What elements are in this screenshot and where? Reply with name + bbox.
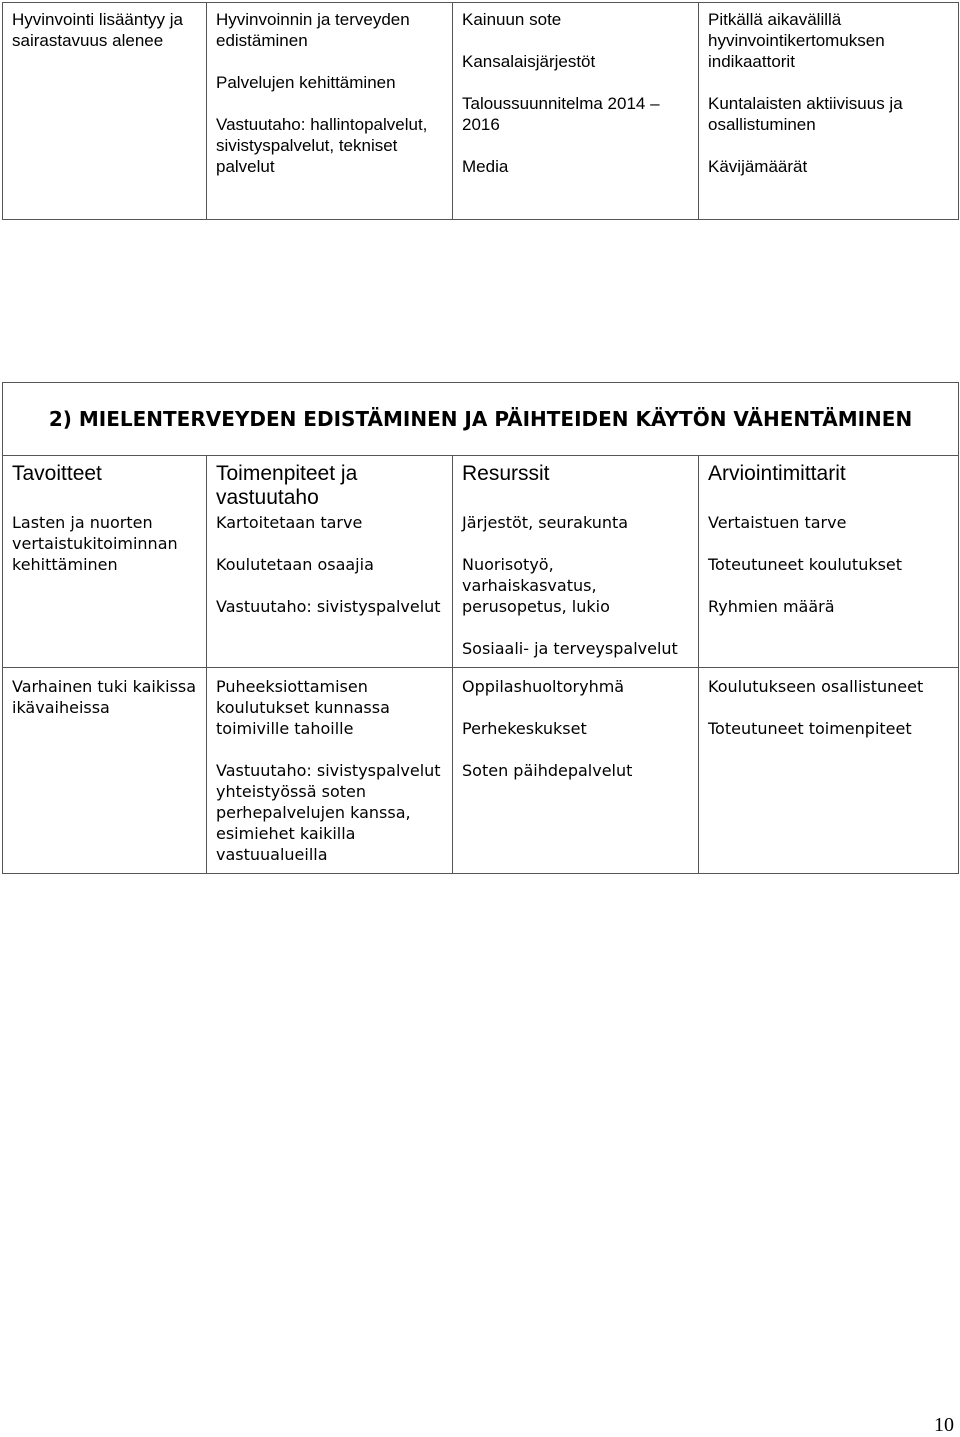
metrics-cell (699, 510, 959, 668)
header-actions: Toimenpiteet ja vastuutaho (207, 456, 453, 511)
metrics-cell (699, 668, 959, 874)
cell-text: Toteutuneet koulutukset (708, 555, 903, 574)
header-metrics: Arviointimittarit (699, 456, 959, 511)
cell-text: Media (462, 157, 509, 176)
cell-text: Hyvinvoinnin ja terveyden edistäminen (216, 10, 410, 50)
cell-text: Palvelujen kehittäminen (216, 73, 396, 92)
cell-text: Soten päihdepalvelut (462, 761, 633, 780)
cell-text: Toteutuneet toimenpiteet (708, 719, 912, 738)
table-row (3, 668, 959, 874)
cell-text: Koulutukseen osallistuneet (708, 677, 924, 696)
cell-text: Taloussuunnitelma 2014 – 2016 (462, 94, 660, 134)
cell-text: Kansalaisjärjestöt (462, 52, 596, 71)
cell-text: Puheeksiottamisen koulutukset kunnassa toimiville tahoille (216, 677, 390, 738)
cell-text: Koulutetaan osaajia (216, 555, 374, 574)
goal-cell (3, 668, 207, 874)
cell-text: Hyvinvointi lisääntyy ja sairastavuus alenee (12, 10, 184, 50)
table-row (3, 3, 959, 220)
cell-text: Vastuutaho: hallintopalvelut, sivistyspalvelut, tekniset palvelut (216, 115, 428, 176)
cell-text: Pitkällä aikavälillä hyvinvointikertomuksen indikaattorit (708, 10, 885, 71)
section-title: 2) MIELENTERVEYDEN EDISTÄMINEN JA PÄIHTEIDEN KÄYTÖN VÄHENTÄMINEN (3, 383, 959, 456)
cell-text: Lasten ja nuorten vertaistukitoiminnan kehittäminen (12, 513, 178, 574)
cell-text: Oppilashuoltoryhmä (462, 677, 625, 696)
goal-cell (3, 510, 207, 668)
header-goals: Tavoitteet (3, 456, 207, 511)
cell-text: Kuntalaisten aktiivisuus ja osallistuminen (708, 94, 903, 134)
cell-text: Vertaistuen tarve (708, 513, 847, 532)
header-row (3, 456, 959, 511)
resources-cell (453, 510, 699, 668)
section-title-row (3, 383, 959, 456)
top-col-metrics (699, 3, 959, 220)
cell-text: Vastuutaho: sivistyspalvelut (216, 597, 441, 616)
cell-text: Vastuutaho: sivistyspalvelut yhteistyössä soten perhepalvelujen kanssa, esimiehet kaikilla vastuualueilla (216, 761, 441, 864)
actions-cell (207, 510, 453, 668)
header-resources: Resurssit (453, 456, 699, 511)
section-table (2, 382, 959, 874)
cell-text: Perhekeskukset (462, 719, 587, 738)
actions-cell (207, 668, 453, 874)
cell-text: Kainuun sote (462, 10, 562, 29)
cell-text: Kävijämäärät (708, 157, 808, 176)
table-row (3, 510, 959, 668)
top-col-actions (207, 3, 453, 220)
cell-text: Varhainen tuki kaikissa ikävaiheissa (12, 677, 197, 717)
page-number: 10 (934, 1414, 954, 1436)
cell-text: Sosiaali- ja terveyspalvelut (462, 639, 678, 658)
cell-text: Nuorisotyö, varhaiskasvatus, perusopetus, lukio (462, 555, 610, 616)
resources-cell (453, 668, 699, 874)
top-col-resources (453, 3, 699, 220)
cell-text: Ryhmien määrä (708, 597, 835, 616)
cell-text: Järjestöt, seurakunta (462, 513, 629, 532)
cell-text: Kartoitetaan tarve (216, 513, 363, 532)
top-col-goal (3, 3, 207, 220)
top-table (2, 2, 959, 220)
